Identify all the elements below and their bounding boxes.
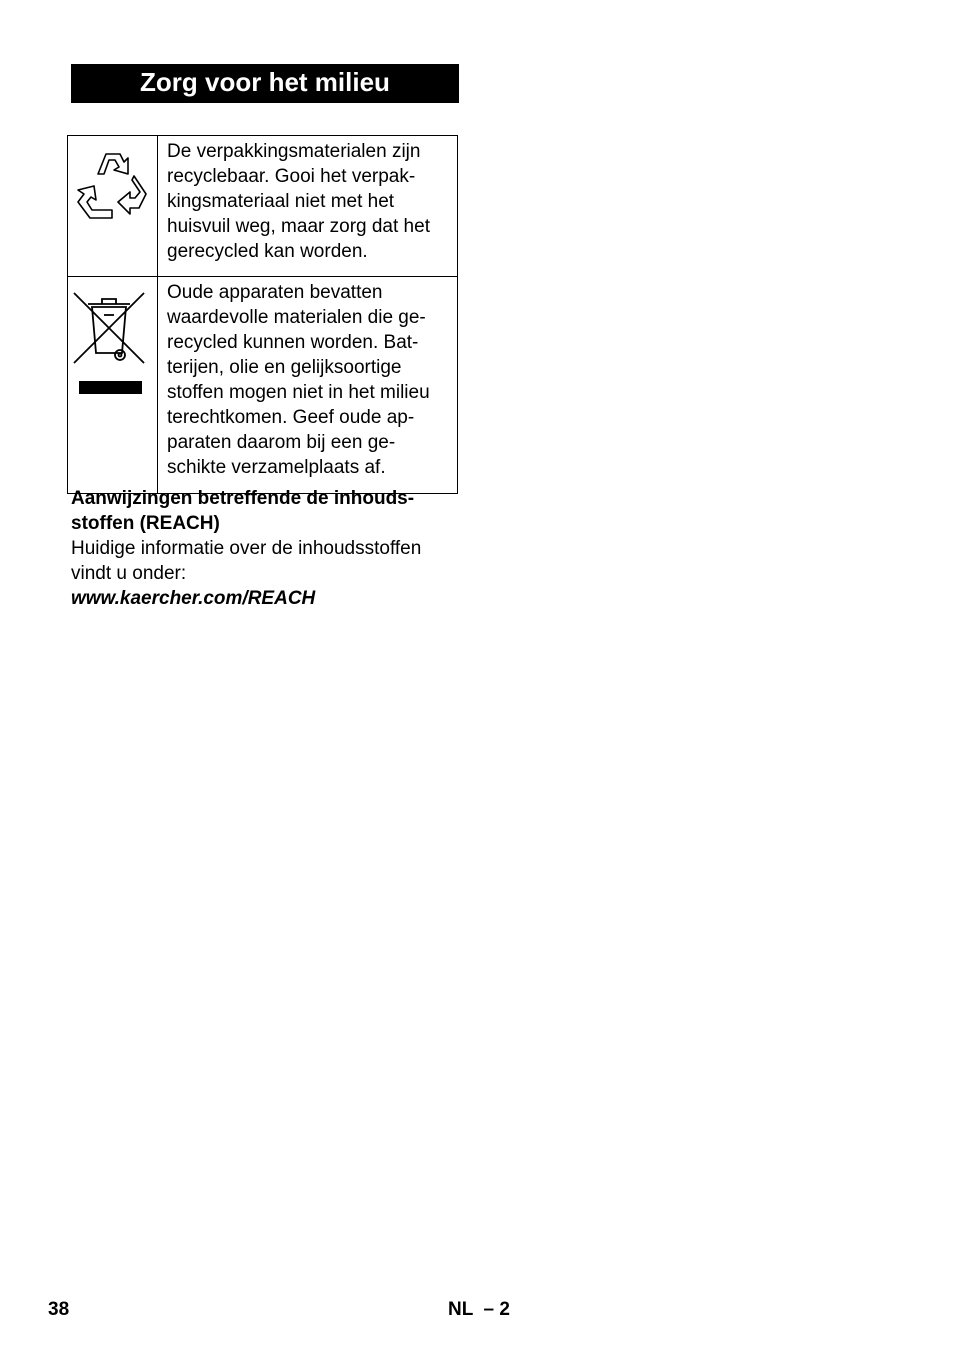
table-row [68,136,458,277]
page-number: 38 [48,1299,70,1320]
recycle-icon [68,136,157,236]
icon-cell [68,136,158,277]
reach-heading: Aanwijzingen betreffende de inhouds- stoffen (REACH) [71,488,415,534]
environment-table [67,135,458,494]
icon-cell [68,277,158,494]
section-title: Zorg voor het milieu [71,64,459,103]
reach-section [71,486,461,611]
table-row [68,277,458,494]
recycle-text-cell [158,136,458,277]
disposal-text-cell [158,277,458,494]
disposal-description: Oude apparaten bevatten waardevolle materialen die ge- recycled kunnen worden. Bat- terijen, olie en gelijksoortige stoffen mogen niet in het milieu terechtkomen. Geef oude ap- paraten daarom bij een ge- schikte verzamelplaats af. [167,282,430,478]
reach-link[interactable]: www.kaercher.com/REACH [71,588,316,609]
crossed-bin-icon [68,277,157,402]
language-page-label: NL – 2 [448,1299,510,1320]
recycle-description: De verpakkingsmaterialen zijn recyclebaar. Gooi het verpak- kingsmateriaal niet met het huisvuil weg, maar zorg dat het gerecycled kan worden. [167,141,430,262]
reach-body: Huidige informatie over de inhoudsstoffen vindt u onder: [71,538,422,584]
